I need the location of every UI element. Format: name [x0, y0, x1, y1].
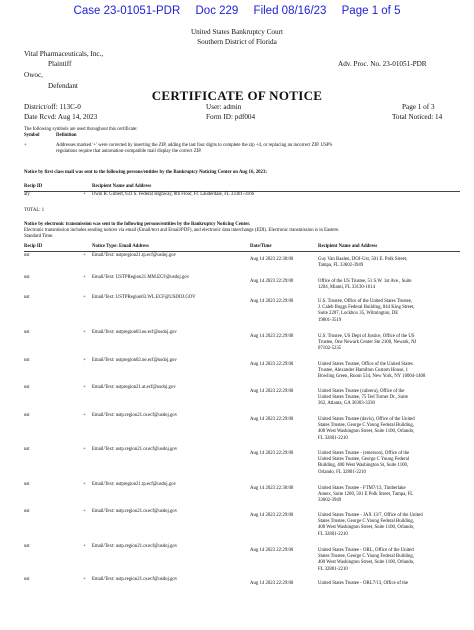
- recip-id: ust: [24, 295, 30, 300]
- fc-col-recip: Recip ID: [24, 184, 43, 189]
- date-received: Date Rcvd: Aug 14, 2023: [24, 113, 98, 121]
- adv-proc-number: Adv. Proc. No. 23-01051-PDR: [338, 60, 427, 68]
- recipient-address-line: States Trustee, George C Young Federal Building,: [318, 519, 414, 525]
- fc-row-address: Irwin R. Gilbert, 633 S. Federal Highway, 8th Floor, Ft. Lauderdale, FL 33301-3166: [92, 192, 254, 197]
- recipient-address-line: 362, Atlanta, GA 30303-3330: [318, 401, 375, 407]
- recipient-address-line: 19801-3519: [318, 317, 342, 323]
- row-symbol: +: [83, 358, 86, 363]
- recip-id: ust: [24, 358, 30, 363]
- recipient-address-line: 400 West Washington Street, Suite 1100, Orlando,: [318, 560, 415, 566]
- notice-email-address: Email/Text: ustpregion21.tp.ecf@usdoj.gov: [92, 482, 177, 487]
- recip-id: ust: [24, 413, 30, 418]
- case-number: Case 23-01051-PDR: [73, 5, 181, 17]
- recipient-address-line: 07102-5235: [318, 346, 342, 352]
- recipient-address-line: Building, 400 West Washington St, Suite 1100,: [318, 463, 409, 469]
- defendant-name: Owoc,: [24, 71, 43, 79]
- recipient-address-line: United States Trustee - FTM7/13, Timberlake: [318, 486, 406, 491]
- recip-id: ust: [24, 577, 30, 582]
- total-noticed: Total Noticed: 14: [392, 113, 443, 121]
- row-symbol: +: [83, 447, 86, 452]
- recipient-address-line: 400 West Washington Street, Suite 1100, Orlando,: [318, 525, 415, 531]
- fc-total: TOTAL: 1: [24, 208, 45, 213]
- plaintiff-role: Plaintiff: [48, 60, 72, 68]
- symbol-definition-line2: regulations require that automation-compatible mail display the correct ZIP.: [56, 149, 202, 154]
- notice-email-address: Email/Text: ustpregion21.at.ecf@usdoj.gov: [92, 385, 176, 390]
- recipient-address-line: FL 32801-2210: [318, 531, 348, 537]
- symbols-col-definition: Definition: [56, 133, 77, 138]
- row-symbol: +: [83, 275, 86, 280]
- symbols-col-symbol: Symbol: [24, 133, 40, 138]
- recip-id: ust: [24, 330, 30, 335]
- el-header-rule: [24, 251, 460, 252]
- recip-id: ust: [24, 253, 30, 258]
- recip-id: ust: [24, 447, 30, 452]
- recipient-address-line: 400 West Washington Street, Suite 1100, Orlando,: [318, 429, 415, 435]
- certificate-page: Page 1 of 3: [402, 103, 435, 111]
- el-col-type: Notice Type: Email Address: [92, 244, 149, 249]
- notice-datetime: Aug 14 2023 22:29:00: [250, 548, 294, 553]
- plaintiff-name: Vital Pharmaceuticals, Inc.,: [24, 50, 104, 58]
- recipient-address-line: Tampa, FL 33602-3949: [318, 263, 364, 269]
- electronic-desc-line2: Standard Time.: [24, 234, 54, 239]
- row-symbol: +: [83, 509, 86, 514]
- notice-email-address: Email/Text: ustpregion02.ne.ecf@usdoj.gov: [92, 358, 177, 363]
- row-symbol: +: [83, 253, 86, 258]
- recip-id: ust: [24, 482, 30, 487]
- recipient-address-line: United States Trustee, George C Young Federal: [318, 457, 410, 463]
- notice-datetime: Aug 14 2023 22:29:00: [250, 581, 294, 586]
- el-col-recip: Recip ID: [24, 244, 43, 249]
- recipient-address-line: FL 32801-2210: [318, 435, 348, 441]
- row-symbol: +: [83, 544, 86, 549]
- recipient-address-line: States Trustee, George C Young Federal Building,: [318, 554, 414, 560]
- symbols-intro: The following symbols are used throughout this certificate:: [24, 127, 138, 132]
- notice-datetime: Aug 14 2023 22:29:00: [250, 299, 294, 304]
- recip-id: ust: [24, 275, 30, 280]
- recipient-address-line: United States Trustee, Office of the United States: [318, 362, 413, 367]
- recipient-address-line: United States Trustee (cabrera), Office of the: [318, 389, 405, 394]
- recipient-address-line: Office of the US Trustee, 51 S.W. 1st Ave., Suite: [318, 279, 412, 284]
- recipient-address-line: Bowling Green, Room 534, New York, NY 10004-1408: [318, 374, 426, 380]
- recipient-address-line: Trustee, Alexander Hamilton Custom House, 1: [318, 368, 409, 374]
- symbol-definition-line1: Addresses marked '+' were corrected by inserting the ZIP, adding the last four digits to complete the zip +4, or replacing an incorrect ZIP. USPS: [56, 143, 333, 148]
- district-office: District/off: 113C-0: [24, 103, 81, 111]
- recipient-address-line: United States Trustee - (emerson), Office of the: [318, 451, 410, 456]
- recipient-address-line: United States Trustee, 75 Ted Turner Dr., Suite: [318, 395, 408, 401]
- recipient-address-line: United States Trustee - ORL, Office of the United: [318, 548, 414, 553]
- form-id: Form ID: pdf004: [206, 113, 256, 121]
- notice-datetime: Aug 14 2023 22:29:00: [250, 513, 294, 518]
- doc-number: Doc 229: [195, 5, 239, 17]
- electronic-heading: Notice by electronic transmission was sent to the following persons/entities by the Bankruptcy Noticing Center.: [24, 222, 251, 227]
- recip-id: ust: [24, 544, 30, 549]
- notice-email-address: Email/Text: ustp.region21.or.ecf@usdoj.gov: [92, 413, 178, 418]
- notice-datetime: Aug 14 2023 22:29:00: [250, 334, 294, 339]
- notice-datetime: Aug 14 2023 22:29:00: [250, 389, 294, 394]
- recipient-address-line: J. Caleb Boggs Federal Building, 844 King Street,: [318, 305, 415, 311]
- el-col-date: Date/Time: [250, 244, 272, 249]
- recipient-address-line: States Trustee, George C Young Federal Building,: [318, 423, 414, 429]
- recipient-address-line: U.S. Trustee, US Dept of Justice, Office of the US: [318, 334, 415, 339]
- notice-email-address: Email/Text: USTPRegion21.MM.ECF@usdoj.gov: [92, 275, 190, 280]
- notice-email-address: Email/Text: USTPRegion03.WL.ECF@USDOJ.GOV: [92, 295, 196, 300]
- recipient-address-line: U.S. Trustee, Office of the United States Trustee,: [318, 299, 413, 304]
- symbol-plus: +: [24, 143, 27, 148]
- electronic-desc-line1: Electronic transmission includes sending notices via email (Email/text and Email/PDF), and electronic data interchange (EDI). Electronic transmission is in Eastern: [24, 228, 339, 233]
- recipient-address-line: Guy Van Baalen, DOJ-Ust, 501 E. Polk Street,: [318, 257, 408, 262]
- notice-datetime: Aug 14 2023 22:30:00: [250, 257, 294, 262]
- fc-row-id: aty: [24, 192, 30, 197]
- recipient-address-line: 1204, Miami, FL 33130-1614: [318, 285, 375, 291]
- fc-row-symbol: +: [83, 192, 86, 197]
- fc-col-name: Recipient Name and Address: [92, 184, 152, 189]
- court-name: United States Bankruptcy Court: [190, 28, 284, 36]
- notice-email-address: Email/Text: ustp.region21.or.ecf@usdoj.gov: [92, 577, 178, 582]
- page-title: CERTIFICATE OF NOTICE: [151, 88, 323, 103]
- row-symbol: +: [83, 385, 86, 390]
- recip-id: ust: [24, 385, 30, 390]
- recipient-address-line: 33602-3949: [318, 498, 342, 504]
- recipient-address-line: United States Trustee - ORL7/13, Office of the: [318, 581, 408, 586]
- filed-date: Filed 08/16/23: [253, 5, 327, 17]
- recipient-address-line: United States Trustee - JAX 13/7, Office of the United: [318, 513, 423, 518]
- court-district: Southern District of Florida: [197, 38, 277, 46]
- row-symbol: +: [83, 295, 86, 300]
- notice-datetime: Aug 14 2023 22:29:00: [250, 451, 294, 456]
- recipient-address-line: Annex, Suite 1200, 501 E Polk Street, Tampa, FL: [318, 492, 414, 498]
- notice-datetime: Aug 14 2023 22:29:00: [250, 362, 294, 367]
- notice-email-address: Email/Text: ustp.region21.or.ecf@usdoj.gov: [92, 544, 178, 549]
- row-symbol: +: [83, 330, 86, 335]
- notice-datetime: Aug 14 2023 22:30:00: [250, 486, 294, 491]
- stamp-page: Page 1 of 5: [341, 5, 401, 17]
- recip-id: ust: [24, 509, 30, 514]
- notice-email-address: Email/Text: ustpregion03.ne.ecf@usdoj.gov: [92, 330, 177, 335]
- recipient-address-line: FL 32801-2210: [318, 566, 348, 572]
- recipient-address-line: Orlando, FL 32801-2210: [318, 469, 366, 475]
- recipient-address-line: United States Trustee (davis), Office of the United: [318, 417, 415, 422]
- notice-email-address: Email/Text: ustpregion21.tp.ecf@usdoj.gov: [92, 253, 177, 258]
- first-class-heading: Notice by first class mail was sent to the following persons/entities by the Bankruptcy Noticing Center on Aug 16, 2023:: [24, 170, 267, 175]
- notice-email-address: Email/Text: ustp.region21.or.ecf@usdoj.gov: [92, 447, 178, 452]
- el-col-name: Recipient Name and Address: [318, 244, 378, 249]
- recipient-address-line: Trustee, One Newark Center Ste 2100, Newark, NJ: [318, 340, 417, 346]
- defendant-role: Defendant: [48, 82, 78, 90]
- notice-datetime: Aug 14 2023 22:29:00: [250, 417, 294, 422]
- row-symbol: +: [83, 482, 86, 487]
- filing-stamp: [0, 0, 474, 22]
- row-symbol: +: [83, 413, 86, 418]
- notice-datetime: Aug 14 2023 22:29:00: [250, 279, 294, 284]
- user-id: User: admin: [206, 103, 242, 111]
- row-symbol: +: [83, 577, 86, 582]
- recipient-address-line: Suite 2207, Lockbox 35, Wilmington, DE: [318, 311, 399, 317]
- notice-email-address: Email/Text: ustp.region21.or.ecf@usdoj.gov: [92, 509, 178, 514]
